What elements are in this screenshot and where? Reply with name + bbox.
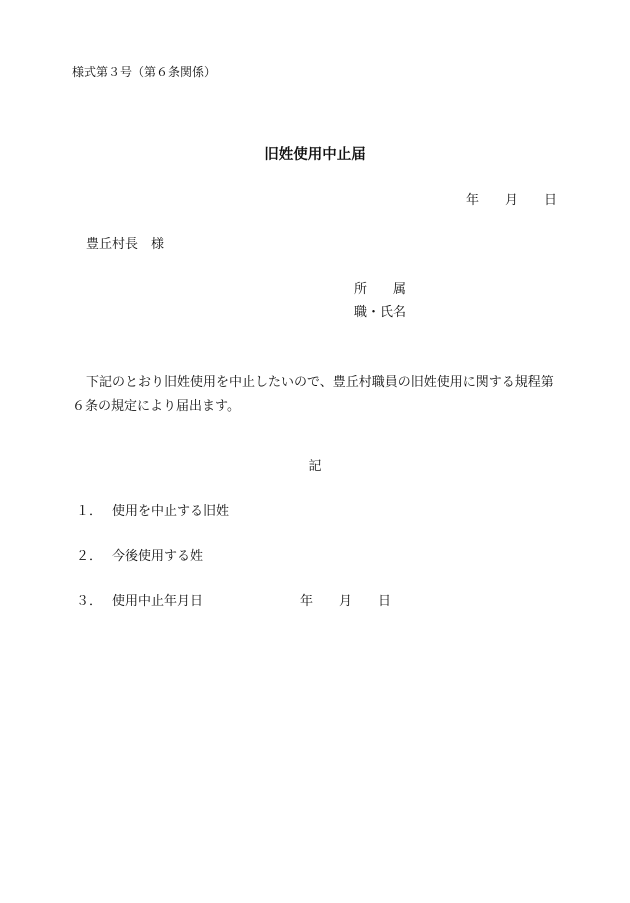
- item-label: 今後使用する姓: [112, 549, 204, 564]
- item-label: 使用中止年月日: [112, 594, 204, 609]
- item-label: 使用を中止する旧姓: [112, 504, 230, 519]
- affiliation-label: [354, 283, 406, 296]
- submission-date: [466, 194, 557, 207]
- list-item: [76, 505, 229, 518]
- addressee: 豊丘村長 様: [86, 237, 165, 252]
- item-number: １．: [76, 504, 103, 519]
- item-date-month-label: 月: [339, 594, 353, 609]
- affiliation-label-part-2: 属: [393, 282, 407, 297]
- item-date-day-label: 日: [378, 594, 392, 609]
- list-item: [76, 550, 203, 563]
- form-number: 様式第３号（第６条関係）: [72, 65, 217, 79]
- item-number: ３．: [76, 594, 103, 609]
- item-number: ２．: [76, 549, 103, 564]
- affiliation-label-part-1: 所: [354, 282, 368, 297]
- item-date-year-label: 年: [300, 594, 314, 609]
- discontinuation-date: [300, 595, 391, 608]
- body-paragraph: 下記のとおり旧姓使用を中止したいので、豊丘村職員の旧姓使用に関する規程第６条の規定により届出ます。: [72, 375, 554, 414]
- date-day-label: 日: [544, 193, 558, 208]
- ki-heading: 記: [308, 459, 322, 474]
- date-month-label: 月: [505, 193, 519, 208]
- date-year-label: 年: [466, 193, 480, 208]
- list-item: [76, 595, 203, 608]
- position-name-label: 職・氏名: [354, 305, 407, 320]
- document-title: 旧姓使用中止届: [264, 146, 366, 163]
